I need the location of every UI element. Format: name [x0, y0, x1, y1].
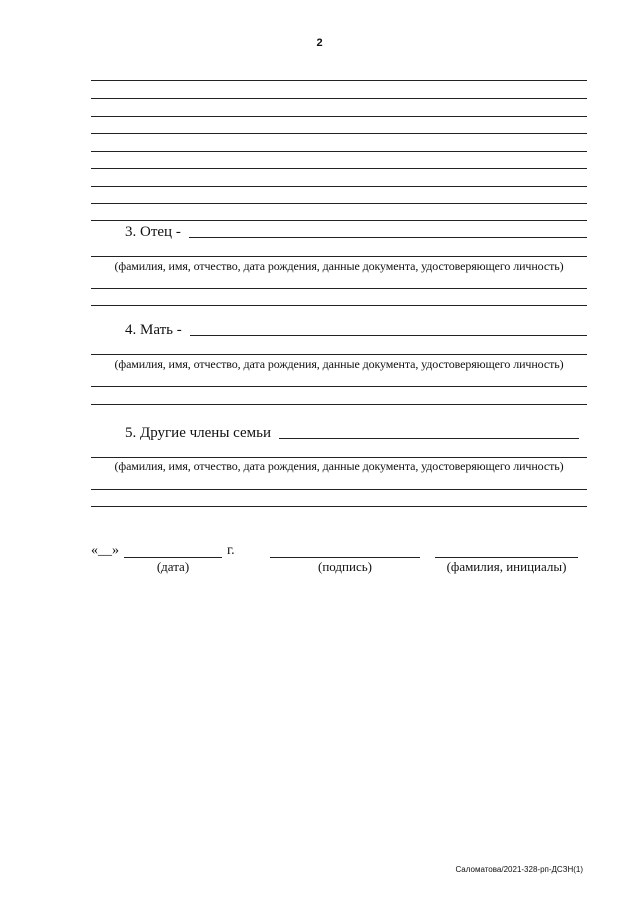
blank-line[interactable] — [91, 386, 587, 387]
name-caption: (фамилия, инициалы) — [446, 559, 567, 574]
signature-caption: (подпись) — [318, 559, 372, 574]
other-family-label: 5. Другие члены семьи — [125, 425, 272, 441]
name-initials-line[interactable] — [435, 557, 578, 558]
father-field[interactable] — [91, 220, 587, 240]
blank-line — [91, 80, 587, 81]
blank-line — [91, 457, 587, 458]
page-number: 2 — [316, 37, 323, 49]
mother-hint: (фамилия, имя, отчество, дата рождения, данные документа, удостоверяющего личность) — [114, 357, 564, 371]
father-hint: (фамилия, имя, отчество, дата рождения, данные документа, удостоверяющего личность) — [114, 259, 564, 273]
blank-line — [91, 151, 587, 152]
date-month-year-line[interactable] — [124, 557, 222, 558]
blank-line[interactable] — [91, 404, 587, 405]
date-caption: (дата) — [156, 559, 190, 574]
blank-line — [91, 256, 587, 257]
blank-line — [91, 168, 587, 169]
blank-line[interactable] — [91, 288, 587, 289]
blank-line[interactable] — [91, 506, 587, 507]
blank-line[interactable] — [91, 489, 587, 490]
blank-line — [91, 203, 587, 204]
mother-field[interactable] — [91, 318, 587, 338]
date-day-field[interactable]: «__» — [91, 543, 119, 558]
blank-line[interactable] — [91, 305, 587, 306]
year-suffix: г. — [227, 543, 235, 558]
signature-line[interactable] — [270, 557, 420, 558]
blank-line — [91, 98, 587, 99]
blank-line — [91, 354, 587, 355]
other-family-field[interactable] — [91, 421, 587, 441]
blank-line — [91, 186, 587, 187]
blank-line — [91, 116, 587, 117]
mother-input-line[interactable] — [190, 335, 587, 336]
father-label: 3. Отец - — [125, 224, 181, 240]
blank-line — [91, 133, 587, 134]
mother-label: 4. Мать - — [125, 322, 182, 338]
father-input-line[interactable] — [189, 237, 587, 238]
other-family-hint: (фамилия, имя, отчество, дата рождения, данные документа, удостоверяющего личность) — [114, 459, 564, 473]
other-family-input-line[interactable] — [279, 438, 579, 439]
document-reference: Саломатова/2021-328-рп-ДСЗН(1) — [455, 865, 583, 874]
